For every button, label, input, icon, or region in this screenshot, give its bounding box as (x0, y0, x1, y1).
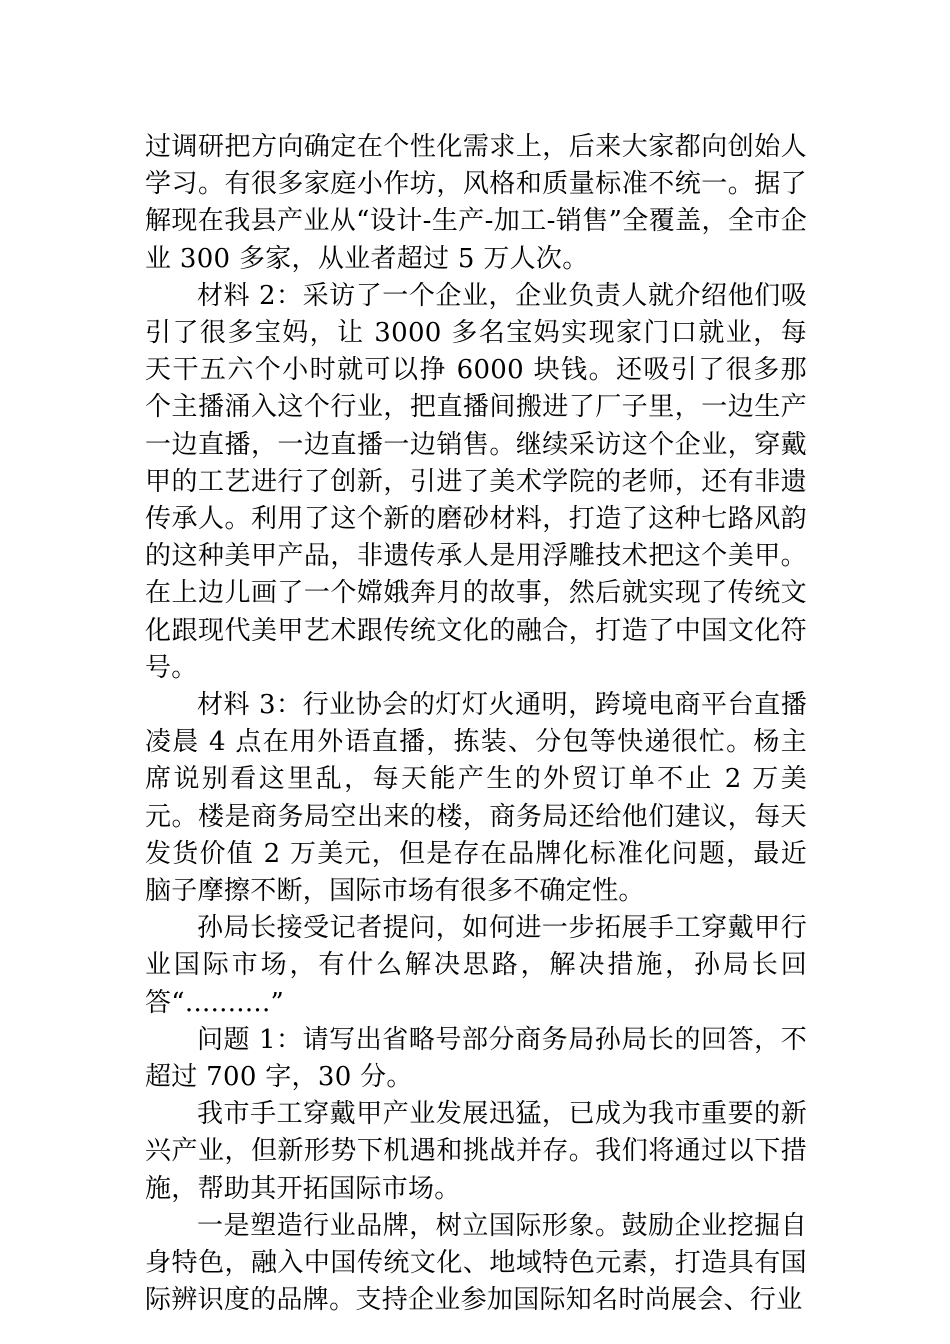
paragraph-1: 过调研把方向确定在个性化需求上，后来大家都向创始人学习。有很多家庭小作坊，风格和质量标准不统一。据了解现在我县产业从“设计-生产-加工-销售”全覆盖，全市企业 300 多家，从业者超过 5 万人次。 (145, 132, 807, 274)
paragraph-answer-point-1: 一是塑造行业品牌，树立国际形象。鼓励企业挖掘自身特色，融入中国传统文化、地域特色元素，打造具有国际辨识度的品牌。支持企业参加国际知名时尚展会、行业 (145, 1210, 807, 1316)
paragraph-answer-intro: 我市手工穿戴甲产业发展迅猛，已成为我市重要的新兴产业，但新形势下机遇和挑战并存。我们将通过以下措施，帮助其开拓国际市场。 (145, 1099, 807, 1204)
paragraph-material-2: 材料 2：采访了一个企业，企业负责人就介绍他们吸引了很多宝妈，让 3000 多名宝妈实现家门口就业，每天干五六个小时就可以挣 6000 块钱。还吸引了很多那个主播涌入这个行业，把直播间搬进了厂子里，一边生产一边直播，一边直播一边销售。继续采访这个企业，穿戴甲的工艺进行了创新，引进了美术学院的老师，还有非遗传承人。利用了这个新的磨砂材料，打造了这种七路风韵的这种美甲产品，非遗传承人是用浮雕技术把这个美甲。在上边儿画了一个嫦娥奔月的故事，然后就实现了传统文化跟现代美甲艺术跟传统文化的融合，打造了中国文化符号。 (145, 280, 807, 683)
paragraph-interview: 孙局长接受记者提问，如何进一步拓展手工穿戴甲行业国际市场，有什么解决思路，解决措施，孙局长回答“..........” (145, 913, 807, 1018)
paragraph-material-3: 材料 3：行业协会的灯灯火通明，跨境电商平台直播凌晨 4 点在用外语直播，拣装、分包等快递很忙。杨主席说别看这里乱，每天能产生的外贸订单不止 2 万美元。楼是商务局空出来的楼，商务局还给他们建议，每天发货价值 2 万美元，但是存在品牌化标准化问题，最近脑子摩擦不断，国际市场有很多不确定性。 (145, 690, 807, 907)
paragraph-question-1: 问题 1：请写出省略号部分商务局孙局长的回答，不超过 700 字，30 分。 (145, 1024, 807, 1093)
document-body (145, 129, 807, 1320)
